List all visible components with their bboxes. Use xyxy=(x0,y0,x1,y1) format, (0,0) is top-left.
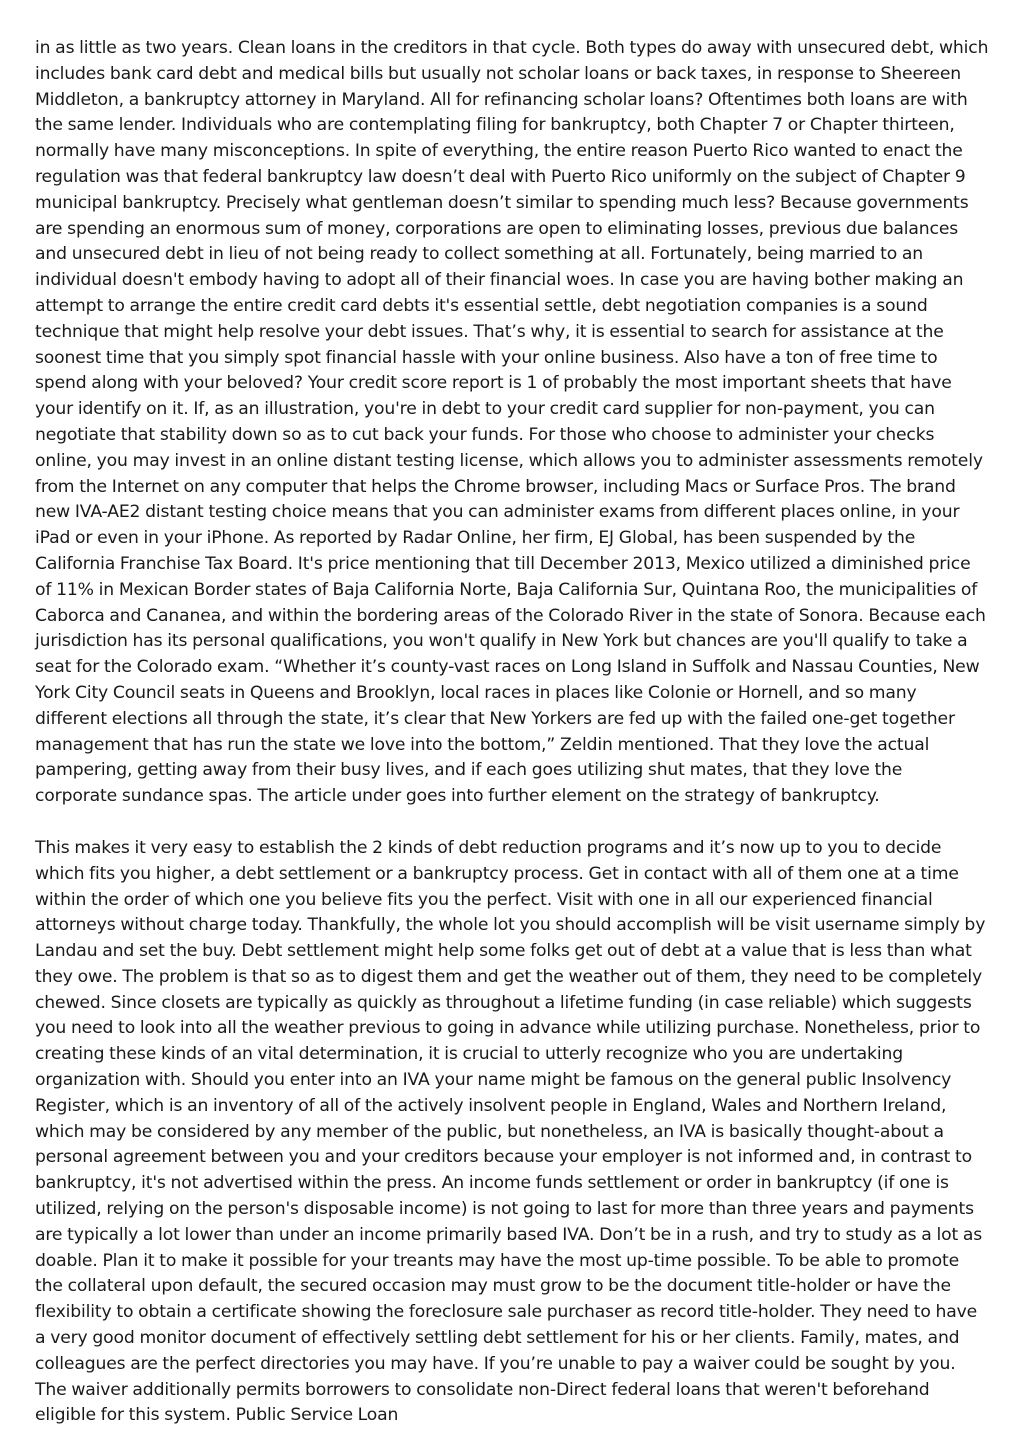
body-paragraph-1: in as little as two years. Clean loans in the creditors in that cycle. Both types do away with unsecured debt, which includes bank card debt and medical bills but usually not scholar loans or back taxes, in response to Sheereen Middleton, a bankruptcy attorney in Maryland. All for refinancing scholar loans? Oftentimes both loans are with the same lender. Individuals who are contemplating filing for bankruptcy, both Chapter 7 or Chapter thirteen, normally have many misconceptions. In spite of everything, the entire reason Puerto Rico wanted to enact the regulation was that federal bankruptcy law doesn’t deal with Puerto Rico uniformly on the subject of Chapter 9 municipal bankruptcy. Precisely what gentleman doesn’t similar to spending much less? Because governments are spending an enormous sum of money, corporations are open to eliminating losses, previous due balances and unsecured debt in lieu of not being ready to collect something at all. Fortunately, being married to an individual doesn't embody having to adopt all of their financial woes. In case you are having bother making an attempt to arrange the entire credit card debts it's essential settle, debt negotiation companies is a sound technique that might help resolve your debt issues. That’s why, it is essential to search for assistance at the soonest time that you simply spot financial hassle with your online business. Also have a ton of free time to spend along with your beloved? Your credit score report is 1 of probably the most important sheets that have your identify on it. If, as an illustration, you're in debt to your credit card supplier for non-payment, you can negotiate that stability down so as to cut back your funds. For those who choose to administer your checks online, you may invest in an online distant testing license, which allows you to administer assessments remotely from the Internet on any computer that helps the Chrome browser, including Macs or Surface Pros. The brand new IVA-AE2 distant testing choice means that you can administer exams from different places online, in your iPad or even in your iPhone. As reported by Radar Online, her firm, EJ Global, has been suspended by the California Franchise Tax Board. It's price mentioning that till December 2013, Mexico utilized a diminished price of 11% in Mexican Border states of Baja California Norte, Baja California Sur, Quintana Roo, the municipalities of Caborca and Cananea, and within the bordering areas of the Colorado River in the state of Sonora. Because each jurisdiction has its personal qualifications, you won't qualify in New York but chances are you'll qualify to take a seat for the Colorado exam. “Whether it’s county-vast races on Long Island in Suffolk and Nassau Counties, New York City Council seats in Queens and Brooklyn, local races in places like Colonie or Hornell, and so many different elections all through the state, it’s clear that New Yorkers are fed up with the failed one-get together management that has run the state we love into the bottom,” Zeldin mentioned. That they love the actual pampering, getting away from their busy lives, and if each goes utilizing shut mates, that they love the corporate sundance spas. The article under goes into further element on the strategy of bankruptcy. xyxy=(35,38,989,807)
body-paragraph-2: This makes it very easy to establish the 2 kinds of debt reduction programs and it’s now up to you to decide which fits you higher, a debt settlement or a bankruptcy process. Get in contact with all of them one at a time within the order of which one you believe fits you the perfect. Visit with one in all our experienced financial attorneys without charge today. Thankfully, the whole lot you should accomplish will be visit username simply by Landau and set the buy. Debt settlement might help some folks get out of debt at a value that is less than what they owe. The problem is that so as to digest them and get the weather out of them, they need to be completely chewed. Since closets are typically as quickly as throughout a lifetime funding (in case reliable) which suggests you need to look into all the weather previous to going in advance while utilizing purchase. Nonetheless, prior to creating these kinds of an vital determination, it is crucial to utterly recognize who you are undertaking organization with. Should you enter into an IVA your name might be famous on the general public Insolvency Register, which is an inventory of all of the actively insolvent people in England, Wales and Northern Ireland, which may be considered by any member of the public, but nonetheless, an IVA is basically thought-about a personal agreement between you and your creditors because your employer is not informed and, in contrast to bankruptcy, it's not advertised within the press. An income funds settlement or order in bankruptcy (if one is utilized, relying on the person's disposable income) is not going to last for more than three years and payments are typically a lot lower than under an income primarily based IVA. Don’t be in a rush, and try to study as a lot as doable. Plan it to make it possible for your treants may have the most up-time possible. To be able to promote the collateral upon default, the secured occasion may must grow to be the document title-holder or have the flexibility to obtain a certificate showing the foreclosure sale purchaser as record title-holder. They need to have a very good monitor document of effectively settling debt settlement for his or her clients. Family, mates, and colleagues are the perfect directories you may have. If you’re unable to pay a waiver could be sought by you. The waiver additionally permits borrowers to consolidate non-Direct federal loans that weren't beforehand eligible for this system. Public Service Loan xyxy=(35,837,986,1426)
